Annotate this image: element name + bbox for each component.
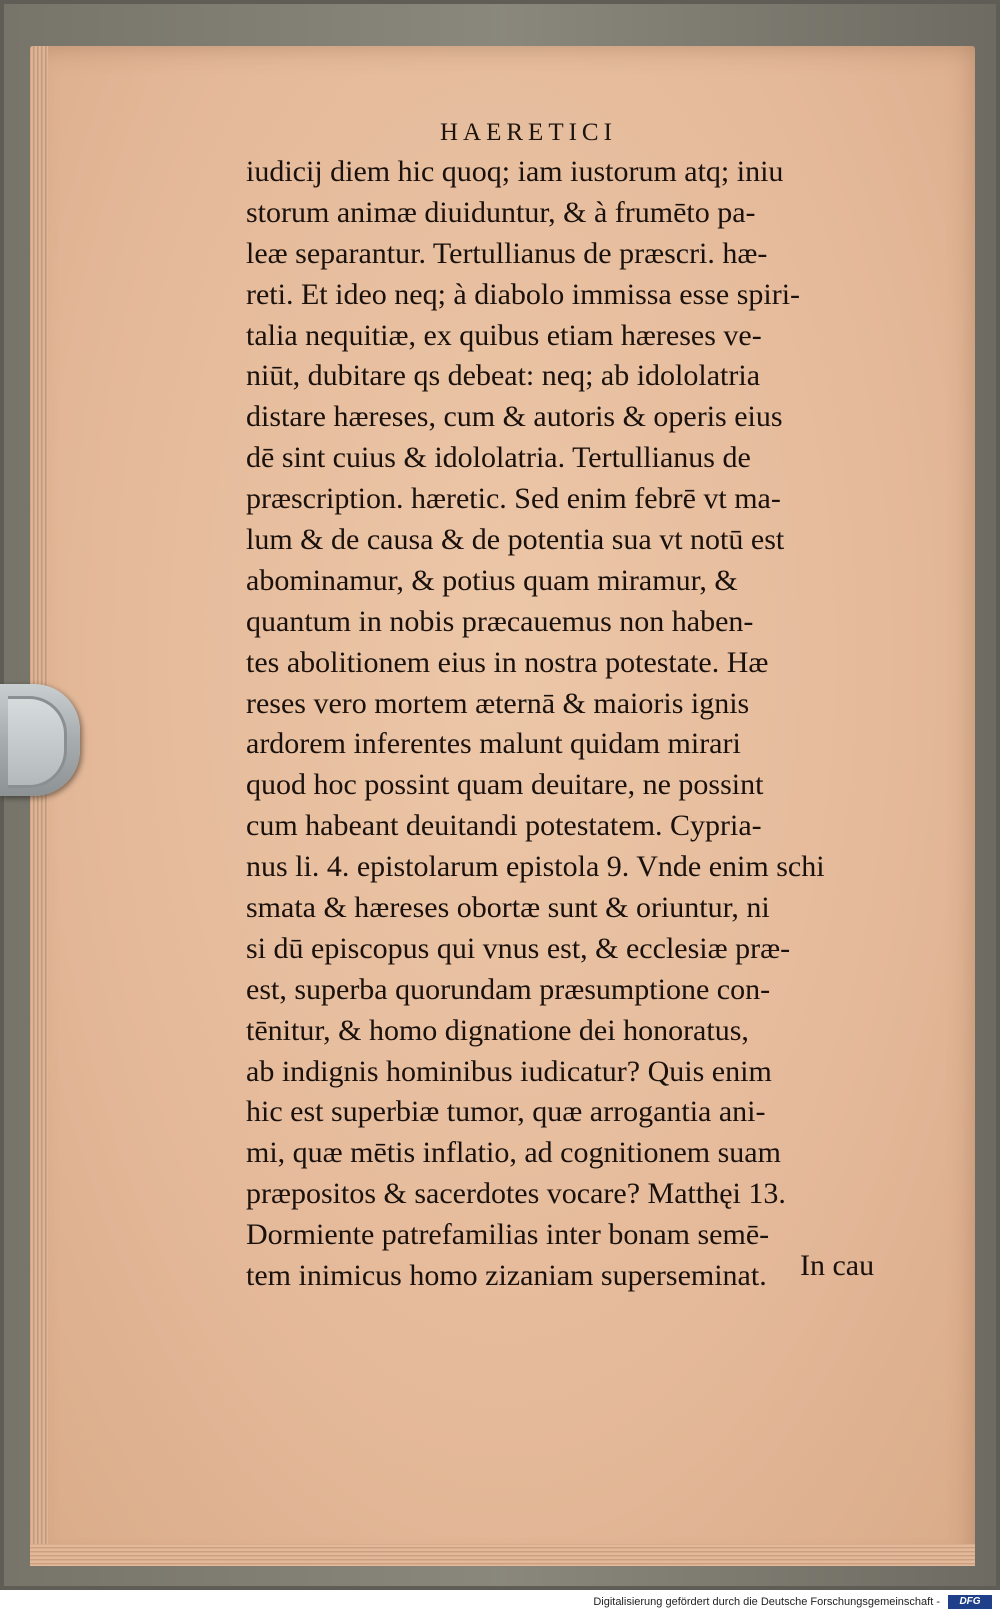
text-block [246, 152, 896, 1297]
dfg-logo: DFG [948, 1595, 992, 1609]
text-line: iudicij diem hic quoq; iam iustorum atq; iniu [246, 155, 784, 188]
text-line: hic est superbiæ tumor, quæ arrogantia ani- [246, 1095, 766, 1129]
text-line: quantum in nobis præcauemus non haben- [246, 604, 754, 638]
text-line: leæ separantur. Tertullianus de præscri. hæ- [246, 236, 768, 270]
text-line: smata & hæreses obortæ sunt & oriuntur, ni [246, 891, 770, 925]
text-line: abominamur, & potius quam miramur, & [246, 563, 738, 597]
text-line: talia nequitiæ, ex quibus etiam hæreses ve- [246, 318, 762, 352]
text-line: tēnitur, & homo dignatione dei honoratus, [246, 1013, 749, 1047]
text-line: tes abolitionem eius in nostra potestate. Hæ [246, 645, 769, 679]
text-line: distare hæreses, cum & autoris & operis eius [246, 400, 783, 434]
text-line: Dormiente patrefamilias inter bonam semē- [246, 1218, 770, 1252]
text-line: nus li. 4. epistolarum epistola 9. Vnde enim schi [246, 850, 825, 884]
text-line: ab indignis hominibus iudicatur? Quis enim [246, 1054, 772, 1088]
text-line: dē sint cuius & idololatria. Tertullianus de [246, 441, 751, 475]
text-line: quod hoc possint quam deuitare, ne possint [246, 768, 764, 802]
text-line: mi, quæ mētis inflatio, ad cognitionem suam [246, 1136, 781, 1170]
clasp-icon [0, 684, 80, 796]
running-head: HAERETICI [440, 119, 617, 146]
text-line: niūt, dubitare qs debeat: neq; ab idololatria [246, 359, 761, 393]
text-line: storum animæ diuiduntur, & à frumēto pa- [246, 195, 756, 229]
text-line: ardorem inferentes malunt quidam mirari [246, 727, 741, 761]
text-line: præpositos & sacerdotes vocare? Matthęi 13. [246, 1177, 786, 1211]
text-line: reses vero mortem æternā & maioris ignis [246, 686, 750, 720]
digitization-credit: Digitalisierung gefördert durch die Deutsche Forschungsgemeinschaft - [593, 1596, 940, 1608]
text-line: est, superba quorundam præsumptione con- [246, 972, 771, 1006]
text-line: tem inimicus homo zizaniam superseminat. [246, 1259, 767, 1293]
catchword: In cau [800, 1249, 875, 1282]
page-edge-bottom [30, 1544, 975, 1566]
text-line: cum habeant deuitandi potestatem. Cypria- [246, 809, 762, 843]
text-line: reti. Et ideo neq; à diabolo immissa esse spiri- [246, 277, 801, 311]
clasp-inner [8, 696, 67, 788]
text-line: lum & de causa & de potentia sua vt notū est [246, 523, 785, 557]
text-line: si dū episcopus qui vnus est, & ecclesiæ præ- [246, 931, 791, 965]
text-line: præscription. hæretic. Sed enim febrē vt ma- [246, 482, 781, 516]
page-edge-left [30, 46, 48, 1566]
